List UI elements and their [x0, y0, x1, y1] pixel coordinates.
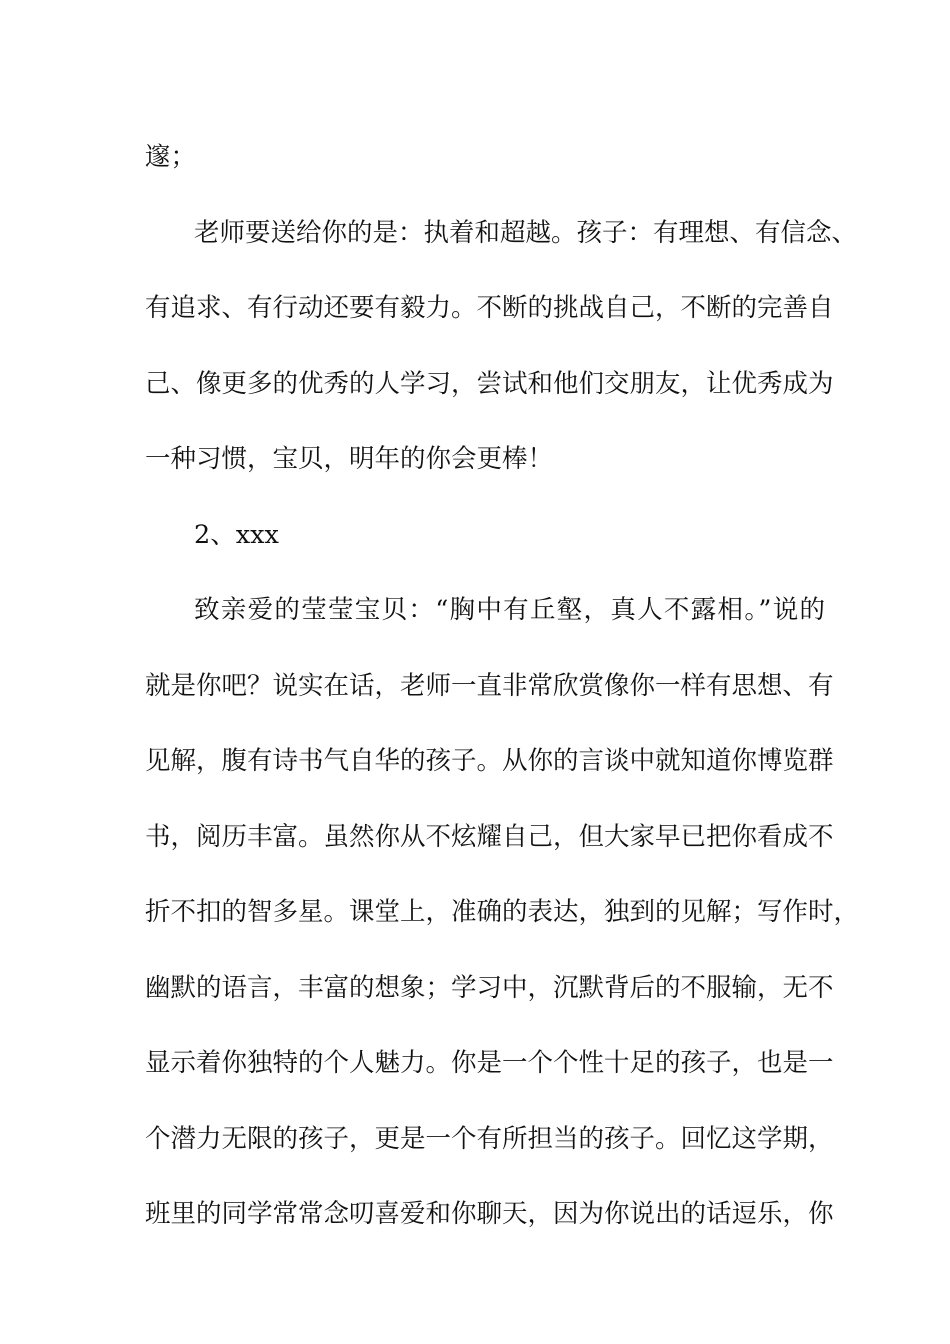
- text-line: 就是你吧？说实在话，老师一直非常欣赏像你一样有思想、有: [145, 670, 834, 701]
- text-line: 见解，腹有诗书气自华的孩子。从你的言谈中就知道你博览群: [145, 746, 834, 776]
- paragraph-first-line: 老师要送给你的是：执着和超越。孩子：有理想、有信念、: [194, 217, 858, 248]
- text-line: 班里的同学常常念叨喜爱和你聊天，因为你说出的话逗乐，你: [145, 1199, 834, 1229]
- text-line: 有追求、有行动还要有毅力。不断的挑战自己，不断的完善自: [145, 293, 834, 323]
- text-line: 折不扣的智多星。课堂上，准确的表达，独到的见解；写作时，: [145, 897, 860, 927]
- text-line: 邃；: [145, 142, 197, 172]
- paragraph-first-line: 致亲爱的莹莹宝贝：“胸中有丘壑，真人不露相。”说的: [194, 595, 825, 625]
- body-text: [145, 132, 860, 1265]
- section-heading: 2、xxx: [194, 519, 279, 550]
- text-line: 己、像更多的优秀的人学习，尝试和他们交朋友，让优秀成为: [145, 368, 834, 399]
- text-line: 个潜力无限的孩子，更是一个有所担当的孩子。回忆这学期，: [145, 1123, 834, 1154]
- text-line: 一种习惯，宝贝，明年的你会更棒！: [145, 444, 554, 474]
- text-line: 显示着你独特的个人魅力。你是一个个性十足的孩子，也是一: [145, 1048, 834, 1078]
- text-line: 书，阅历丰富。虽然你从不炫耀自己，但大家早已把你看成不: [145, 821, 834, 852]
- text-line: 幽默的语言，丰富的想象；学习中，沉默背后的不服输，无不: [145, 972, 834, 1003]
